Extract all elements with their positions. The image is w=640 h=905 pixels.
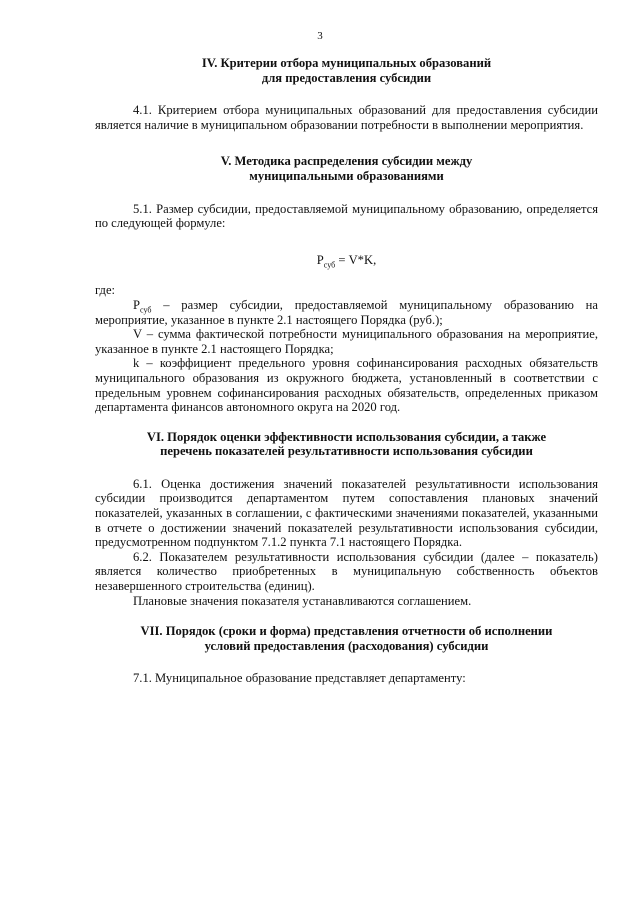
section-7-title-line2: условий предоставления (расходования) субсидии: [204, 638, 489, 653]
section-7-title-line1: VII. Порядок (сроки и форма) представления отчетности об исполнении: [140, 624, 553, 639]
section-6-title-line2: перечень показателей результативности использования субсидии: [160, 444, 533, 459]
paragraph-6-3: Плановые значения показателя устанавливаются соглашением.: [133, 593, 472, 608]
definition-k: k – коэффициент предельного уровня софинансирования расходных обязательств муниципального образования из окружного бюджета, установленный в соответствии с предельным уровнем софинансирования расходных обязательств, определенных приказом департамента финансов автономного округа на 2020 год.: [95, 356, 598, 415]
section-4-title-line1: IV. Критерии отбора муниципальных образований: [201, 56, 492, 70]
section-6-title-line1: VI. Порядок оценки эффективности использования субсидии, а также: [146, 429, 547, 444]
paragraph-4-1: 4.1. Критерием отбора муниципальных образований для предоставления субсидии является наличие в муниципальном образовании потребности в выполнении мероприятия.: [95, 103, 598, 132]
paragraph-6-1: 6.1. Оценка достижения значений показателей результативности использования субсидии производится департаментом путем сопоставления плановых значений показателей, указанных в соглашении, с фактическими значениями показателей, указанными в отчете о достижении значений показателей результативности использования субсидии, предусмотренном подпунктом 7.1.2 пункта 7.1 настоящего Порядка.: [95, 476, 598, 550]
section-4-title-line2: для предоставления субсидии: [261, 70, 432, 85]
definition-p-symbol: P: [133, 297, 141, 312]
where-label: где:: [95, 283, 116, 298]
definition-p-sub: [95, 298, 598, 327]
formula-symbol: P: [316, 252, 324, 267]
definition-v: V – сумма фактической потребности муниципального образования на мероприятие, указанное в пункте 2.1 настоящего Порядка;: [95, 327, 598, 356]
definition-p-subscript: суб: [140, 305, 152, 315]
section-7-title: [95, 624, 598, 653]
section-5-title-line2: муниципальными образованиями: [249, 168, 444, 183]
section-4-title: [95, 56, 598, 85]
definition-p-text: – размер субсидии, предоставляемой муниципальному образованию на мероприятие, указанное в пункте 2.1 настоящего Порядка (руб.);: [95, 297, 598, 327]
section-6-title: [95, 430, 598, 459]
section-5-title: [95, 154, 598, 183]
paragraph-5-1: 5.1. Размер субсидии, предоставляемой муниципальному образованию, определяется по следующей формуле:: [95, 201, 598, 231]
section-5-title-line1: V. Методика распределения субсидии между: [220, 154, 473, 169]
page-number: 3: [317, 30, 323, 42]
formula-expression: = V*K,: [335, 252, 377, 267]
formula: [95, 253, 598, 268]
document-body: [95, 56, 598, 686]
paragraph-7-1: 7.1. Муниципальное образование представляет департаменту:: [133, 671, 466, 686]
paragraph-6-2: 6.2. Показателем результативности использования субсидии (далее – показатель) является количество приобретенных в муниципальную собственность объектов незавершенного строительства (единиц).: [95, 549, 598, 594]
formula-subscript: суб: [323, 260, 336, 270]
